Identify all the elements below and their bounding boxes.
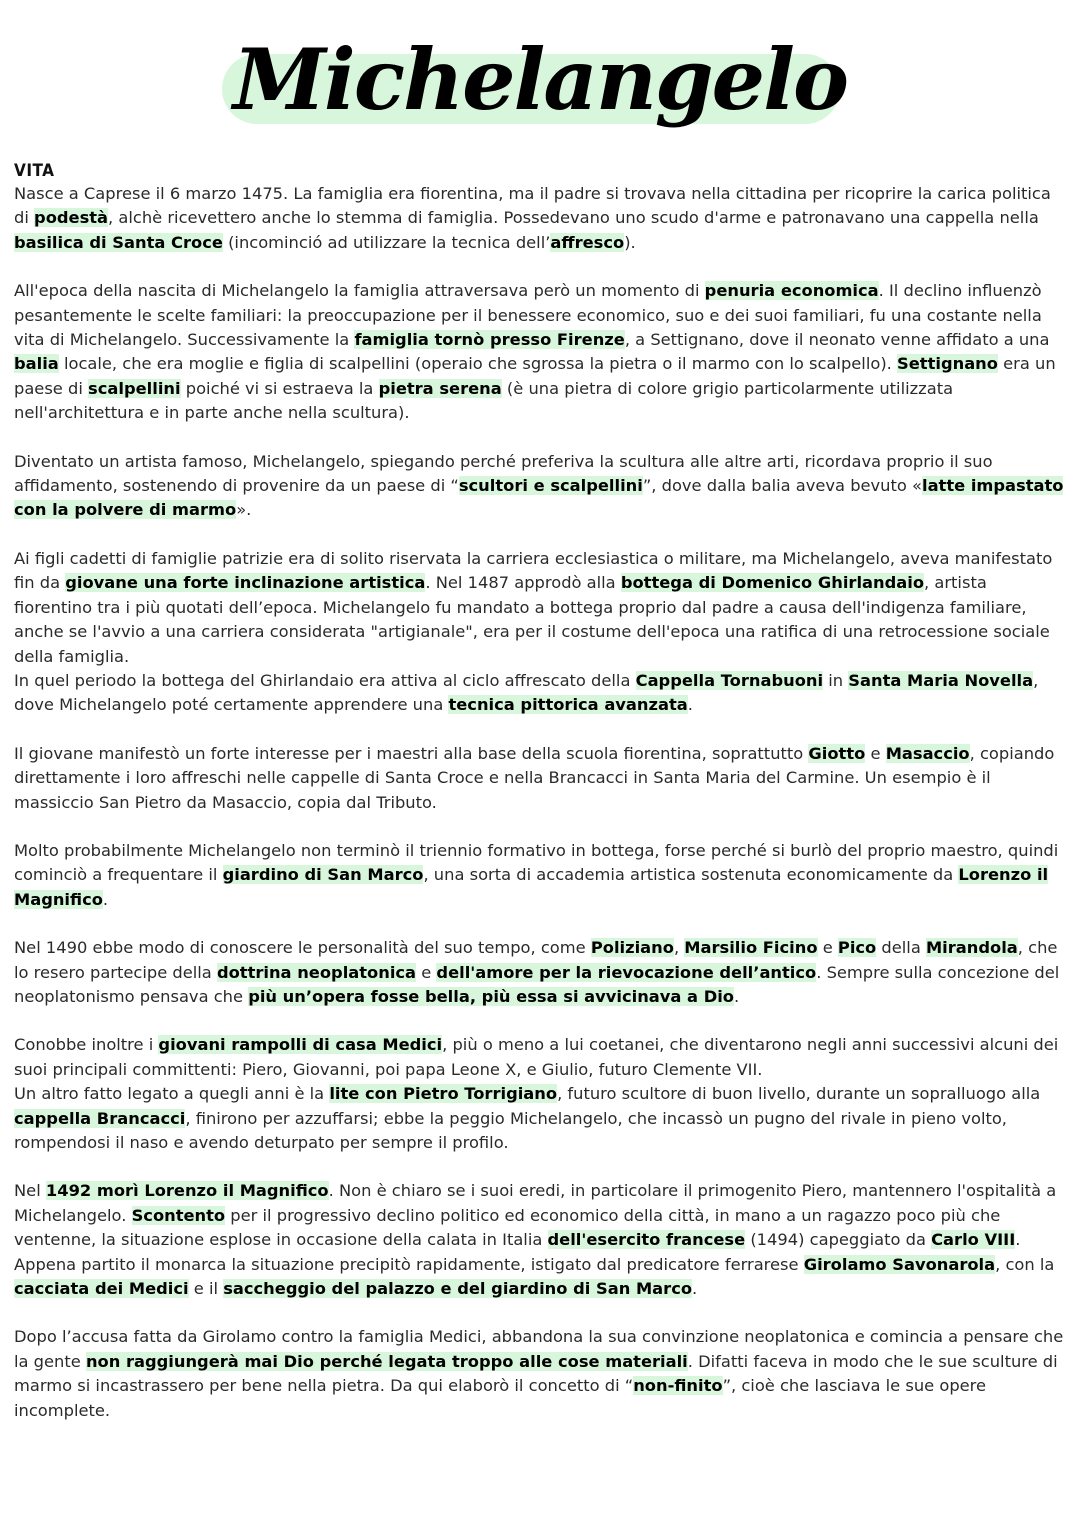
text-run: (1494) capeggiato da <box>745 1230 932 1250</box>
highlighted-term: affresco <box>550 232 625 252</box>
text-run: , <box>673 938 685 958</box>
highlighted-term: Poliziano <box>590 938 674 958</box>
text-run: per il progressivo declino politico ed economico della città, in mano a un ragazzo poco più che ventenne, la situazione esplose in occasione della calata in Italia <box>14 1205 1001 1250</box>
highlighted-term: cappella Brancacci <box>14 1108 186 1128</box>
text-run: Un altro fatto legato a quegli anni è la <box>14 1084 330 1104</box>
text-run: (incominció ad utilizzare la tecnica dell’ <box>222 232 551 252</box>
text-run: . Non è chiaro se i suoi eredi, in particolare il primogenito Piero, mantennero l'ospitalità a Michelangelo. <box>14 1181 1057 1225</box>
highlighted-term: basilica di Santa Croce <box>14 232 223 252</box>
paragraph <box>14 936 1070 1009</box>
text-run: ). <box>624 232 636 252</box>
text-run: Appena partito il monarca la situazione precipitò rapidamente, istigato dal predicatore ferrarese <box>14 1254 804 1274</box>
highlighted-term: pietra serena <box>378 378 502 398</box>
text-run: ”, cioè che lasciava le sue opere incomplete. <box>14 1376 987 1420</box>
text-run: , una sorta di accademia artistica sostenuta economicamente da <box>423 865 959 885</box>
highlighted-term: Marsilio Ficino <box>684 938 818 958</box>
paragraph <box>14 742 1070 815</box>
text-run: , finirono per azzuffarsi; ebbe la peggio Michelangelo, che incassò un pugno del rivale in pieno volto, rompendosi il naso e avendo deturpato per sempre il profilo. <box>14 1108 1007 1152</box>
text-run: poiché vi si estraeva la <box>180 378 379 398</box>
highlighted-term: Santa Maria Novella <box>848 670 1034 690</box>
text-run: . <box>692 1279 698 1299</box>
section-heading: VITA <box>14 161 55 181</box>
text-run: Il giovane manifestò un forte interesse per i maestri alla base della scuola fiorentina, soprattutto <box>14 743 809 763</box>
text-run: . Nel 1487 approdò alla <box>425 573 621 593</box>
text-run: (è una pietra di colore grigio particolarmente utilizzata nell'architettura e in parte anche nella scultura). <box>14 378 954 423</box>
paragraph-list <box>14 182 1070 1423</box>
text-run: , a Settignano, dove il neonato venne affidato a una <box>624 330 1050 350</box>
highlighted-term: cacciata dei Medici <box>14 1279 189 1299</box>
text-run: , artista fiorentino tra i più quotati dell’epoca. Michelangelo fu mandato a bottega proprio dal padre a causa dell'indigenza familiare, anche se l'avvio a una carriera considerata "artigianale", era per il costume dell'epoca una ratifica di una retrocessione sociale della famiglia. <box>14 573 1050 666</box>
highlighted-term: dell'amore per la rievocazione dell’antico <box>436 962 817 982</box>
text-run: In quel periodo la bottega del Ghirlandaio era attiva al ciclo affrescato della <box>14 670 636 690</box>
text-run: e <box>865 743 886 763</box>
highlighted-term: giardino di San Marco <box>222 865 424 885</box>
text-run: , futuro scultore di buon livello, durante un sopralluogo alla <box>557 1084 1041 1104</box>
paragraph <box>14 182 1070 255</box>
highlighted-term: balia <box>14 354 59 374</box>
text-run: . Il declino influenzò pesantemente le scelte familiari: la preoccupazione per il benessere economico, suo e dei suoi familiari, fu una costante nella vita di Michelangelo. Successivamente la <box>14 281 1042 350</box>
highlighted-term: Lorenzo il Magnifico <box>14 865 1049 909</box>
highlighted-term: Pico <box>837 938 877 958</box>
text-run: . <box>102 889 109 909</box>
highlighted-term: Giotto <box>808 743 866 763</box>
highlighted-term: Girolamo Savonarola <box>803 1254 996 1274</box>
paragraph <box>14 1325 1070 1423</box>
text-run: e il <box>188 1279 224 1299</box>
highlighted-term: bottega di Domenico Ghirlandaio <box>620 573 925 593</box>
page-title: Michelangelo <box>232 30 848 129</box>
paragraph <box>14 839 1070 912</box>
text-run: , che lo resero partecipe della <box>14 938 1058 982</box>
text-run: e <box>817 938 838 958</box>
text-run: Diventato un artista famoso, Michelangelo, spiegando perché preferiva la scultura alle altre arti, ricordava proprio il suo affidamento, sostenendo di provenire da un paese di “ <box>14 451 993 496</box>
text-run: Conobbe inoltre i <box>14 1035 159 1055</box>
text-run: . <box>687 695 693 715</box>
text-run: , con la <box>995 1254 1055 1274</box>
highlighted-term: non-finito <box>633 1376 723 1396</box>
text-run: All'epoca della nascita di Michelangelo la famiglia attraversava però un momento di <box>14 281 705 301</box>
highlighted-term: penuria economica <box>704 281 879 301</box>
highlighted-term: Cappella Tornabuoni <box>635 670 824 690</box>
highlighted-term: scalpellini <box>88 378 181 398</box>
highlighted-term: latte impastato con la polvere di marmo <box>14 476 1064 520</box>
document-body <box>14 160 1070 1447</box>
text-run: Molto probabilmente Michelangelo non terminò il triennio formativo in bottega, forse perché si burlò del proprio maestro, quindi cominciò a frequentare il <box>14 840 1059 885</box>
paragraph <box>14 450 1070 523</box>
highlighted-term: saccheggio del palazzo e del giardino di San Marco <box>223 1279 693 1299</box>
highlighted-term: Scontento <box>131 1205 226 1225</box>
text-run: , dove Michelangelo poté certamente apprendere una <box>14 670 1039 715</box>
paragraph <box>14 547 1070 718</box>
highlighted-term: 1492 morì Lorenzo il Magnifico <box>45 1181 329 1201</box>
paragraph <box>14 1033 1070 1155</box>
text-run: Dopo l’accusa fatta da Girolamo contro la famiglia Medici, abbandona la sua convinzione neoplatonica e comincia a pensare che la gente <box>14 1327 1064 1371</box>
highlighted-term: giovane una forte inclinazione artistica <box>65 573 426 593</box>
text-run: Nel <box>14 1181 46 1201</box>
highlighted-term: dell'esercito francese <box>547 1230 746 1250</box>
text-run: . <box>1015 1230 1021 1250</box>
text-run: Nasce a Caprese il 6 marzo 1475. La famiglia era fiorentina, ma il padre si trovava nella cittadina per ricoprire la carica politica di <box>14 184 1051 228</box>
text-run: della <box>876 938 926 958</box>
title-block <box>0 20 1080 140</box>
highlighted-term: tecnica pittorica avanzata <box>448 695 688 715</box>
highlighted-term: Settignano <box>897 354 998 374</box>
text-run: . Sempre sulla concezione del neoplatonismo pensava che <box>14 962 1060 1006</box>
text-run: ”, dove dalla balia aveva bevuto « <box>642 476 922 496</box>
paragraph <box>14 1179 1070 1301</box>
text-run: locale, che era moglie e figlia di scalpellini (operaio che sgrossa la pietra o il marmo con lo scalpello). <box>58 354 898 374</box>
highlighted-term: non raggiungerà mai Dio perché legata troppo alle cose materiali <box>85 1351 688 1371</box>
highlighted-term: Carlo VIII <box>931 1230 1016 1250</box>
paragraph <box>14 279 1070 425</box>
text-run: era un paese di <box>14 354 1056 398</box>
text-run: , più o meno a lui coetanei, che diventarono negli anni successivi alcuni dei suoi principali committenti: Piero, Giovanni, poi papa Leone X, e Giulio, futuro Clemente VII. <box>14 1035 1059 1079</box>
highlighted-term: Mirandola <box>925 938 1018 958</box>
text-run: ». <box>236 500 252 520</box>
text-run: , alchè ricevettero anche lo stemma di famiglia. Possedevano uno scudo d'arme e patronavano una cappella nella <box>108 208 1039 228</box>
text-run: Ai figli cadetti di famiglie patrizie era di solito riservata la carriera ecclesiastica o militare, ma Michelangelo, aveva manifestato fin da <box>14 548 1053 593</box>
highlighted-term: giovani rampolli di casa Medici <box>158 1035 443 1055</box>
highlighted-term: podestà <box>34 208 109 228</box>
highlighted-term: più un’opera fosse bella, più essa si avvicinava a Dio <box>248 986 734 1006</box>
text-run: e <box>416 962 437 982</box>
highlighted-term: scultori e scalpellini <box>458 476 643 496</box>
highlighted-term: Masaccio <box>885 743 970 763</box>
text-run: in <box>823 670 849 690</box>
text-run: . <box>734 986 740 1006</box>
highlighted-term: dottrina neoplatonica <box>216 962 417 982</box>
text-run: , copiando direttamente i loro affreschi nelle cappelle di Santa Croce e nella Brancacci in Santa Maria del Carmine. Un esempio è il massiccio San Pietro da Masaccio, copia dal Tributo. <box>14 743 1055 812</box>
highlighted-term: lite con Pietro Torrigiano <box>329 1084 558 1104</box>
highlighted-term: famiglia tornò presso Firenze <box>354 330 625 350</box>
text-run: Nel 1490 ebbe modo di conoscere le personalità del suo tempo, come <box>14 938 591 958</box>
text-run: . Difatti faceva in modo che le sue sculture di marmo si incastrassero per bene nella pietra. Da qui elaborò il concetto di “ <box>14 1351 1058 1396</box>
